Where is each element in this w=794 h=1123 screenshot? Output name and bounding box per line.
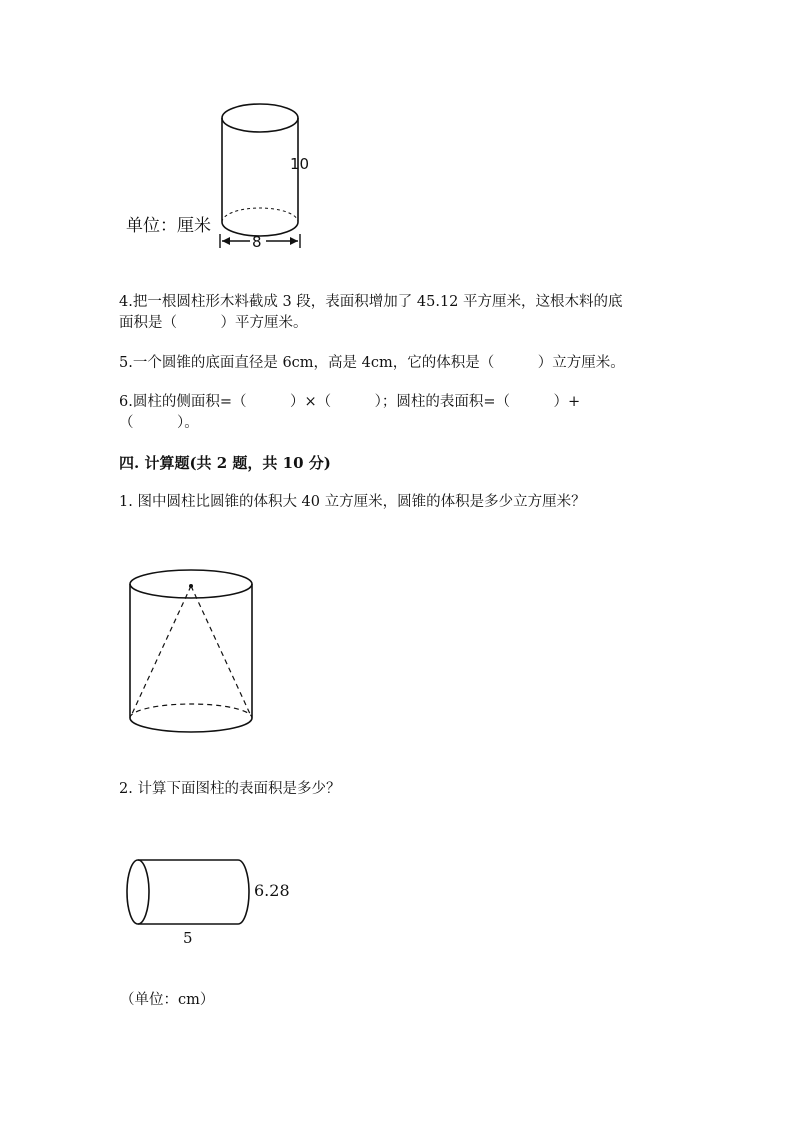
cylinder-horizontal-height-label: 6.28: [254, 881, 290, 900]
question-4-line-2: 面积是（ ）平方厘米。: [119, 315, 308, 331]
cylinder-horizontal-length-label: 5: [183, 929, 193, 947]
section-4-title: 四. 计算题(共 2 题，共 10 分): [119, 454, 331, 472]
cylinder-1-unit-label: 单位：厘米: [126, 216, 211, 236]
calc-question-2: 2. 计算下面图柱的表面积是多少？: [119, 781, 341, 797]
question-4-line-1: 4.把一根圆柱形木料截成 3 段，表面积增加了 45.12 平方厘米，这根木料的底: [119, 294, 623, 310]
question-6-line-2: （ ）。: [119, 415, 199, 431]
cylinder-1-height-label: 10: [290, 155, 310, 173]
calc-question-1: 1. 图中圆柱比圆锥的体积大 40 立方厘米，圆锥的体积是多少立方厘米？: [119, 494, 586, 510]
cylinder-horizontal-unit-label: （单位：cm）: [120, 992, 215, 1008]
question-5: 5.一个圆锥的底面直径是 6cm，高是 4cm，它的体积是（ ）立方厘米。: [119, 355, 625, 371]
question-6-line-1: 6.圆柱的侧面积=（ ）×（ ）；圆柱的表面积=（ ）+: [119, 394, 581, 410]
cylinder-1-diameter-label: 8: [252, 233, 262, 251]
